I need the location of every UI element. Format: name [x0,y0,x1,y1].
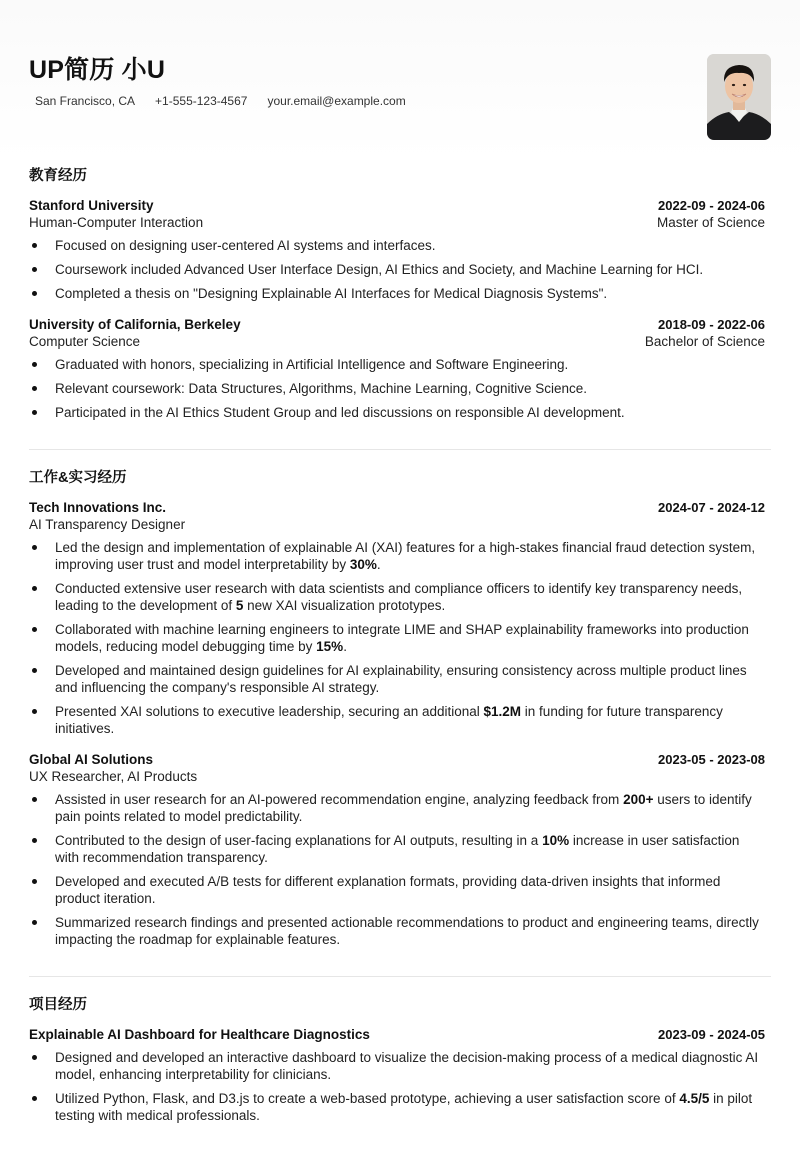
major-text: Computer Science [29,334,141,349]
bullet-item: Led the design and implementation of explainable AI (XAI) features for a high-stakes financial fraud detection system, improving user trust and model interpretability by 30%. [29,539,765,573]
company-name: Global AI Solutions [29,752,153,767]
bullet-item: Utilized Python, Flask, and D3.js to create a web-based prototype, achieving a user satisfaction score of 4.5/5 in pilot testing with medical professionals. [29,1090,765,1124]
resume-body [29,160,771,1168]
education-dates: 2018-09 - 2022-06 [658,317,765,332]
work-bullets [29,539,765,737]
projects-section [29,993,771,1152]
work-dates: 2024-07 - 2024-12 [658,500,765,515]
location-text: San Francisco, CA [35,94,136,108]
candidate-name: UP简历 小U [29,56,166,84]
bullet-item: Relevant coursework: Data Structures, Algorithms, Machine Learning, Cognitive Science. [29,380,765,397]
role-text: AI Transparency Designer [29,517,186,532]
project-name: Explainable AI Dashboard for Healthcare Diagnostics [29,1027,370,1042]
bullet-item: Presented XAI solutions to executive leadership, securing an additional $1.2M in funding for future transparency initiatives. [29,703,765,737]
bullet-item: Assisted in user research for an AI-powered recommendation engine, analyzing feedback from 200+ users to identify pain points related to model predictability. [29,791,765,825]
education-entry [29,316,771,421]
education-bullets [29,356,765,421]
bullet-item: Developed and maintained design guidelines for AI explainability, ensuring consistency across multiple product lines and influencing the company's responsible AI strategy. [29,662,765,696]
bullet-item: Developed and executed A/B tests for different explanation formats, providing data-driven insights that informed product iteration. [29,873,765,907]
role-text: UX Researcher, AI Products [29,769,198,784]
projects-heading: 项目经历 [29,997,87,1013]
profile-photo [707,54,771,140]
bullet-item: Graduated with honors, specializing in Artificial Intelligence and Software Engineering. [29,356,765,373]
education-entry [29,197,771,302]
avatar-portrait-icon [707,54,771,140]
education-heading: 教育经历 [29,168,87,184]
work-bullets [29,791,765,948]
bullet-item: Collaborated with machine learning engineers to integrate LIME and SHAP explainability frameworks into production models, reducing model debugging time by 15%. [29,621,765,655]
bullet-item: Designed and developed an interactive dashboard to visualize the decision-making process of a medical diagnostic AI model, enhancing interpretability for clinicians. [29,1049,765,1083]
work-dates: 2023-05 - 2023-08 [658,752,765,767]
phone-text: +1-555-123-4567 [155,94,248,108]
work-section [29,466,771,977]
contact-info [29,94,771,108]
bullet-item: Coursework included Advanced User Interface Design, AI Ethics and Society, and Machine Learning for HCI. [29,261,765,278]
education-bullets [29,237,765,302]
email-link[interactable]: your.email@example.com [267,94,406,108]
school-name: University of California, Berkeley [29,317,241,332]
work-entry [29,751,771,948]
bullet-item: Participated in the AI Ethics Student Group and led discussions on responsible AI development. [29,404,765,421]
education-section [29,164,771,450]
bullet-item: Completed a thesis on "Designing Explainable AI Interfaces for Medical Diagnosis Systems". [29,285,765,302]
degree-text: Master of Science [656,215,765,230]
school-name: Stanford University [29,198,154,213]
bullet-item: Focused on designing user-centered AI systems and interfaces. [29,237,765,254]
work-heading: 工作&实习经历 [29,470,127,486]
major-text: Human-Computer Interaction [29,215,204,230]
project-dates: 2023-09 - 2024-05 [658,1027,765,1042]
degree-text: Bachelor of Science [644,334,765,349]
work-entry [29,499,771,737]
resume-header [29,54,771,144]
project-bullets [29,1049,765,1124]
bullet-item: Conducted extensive user research with data scientists and compliance officers to identify key transparency needs, leading to the development of 5 new XAI visualization prototypes. [29,580,765,614]
bullet-item: Summarized research findings and presented actionable recommendations to product and engineering teams, directly impacting the roadmap for explainable features. [29,914,765,948]
education-dates: 2022-09 - 2024-06 [658,198,765,213]
company-name: Tech Innovations Inc. [29,500,167,515]
project-entry [29,1026,771,1124]
bullet-item: Contributed to the design of user-facing explanations for AI outputs, resulting in a 10% increase in user satisfaction with recommendation transparency. [29,832,765,866]
